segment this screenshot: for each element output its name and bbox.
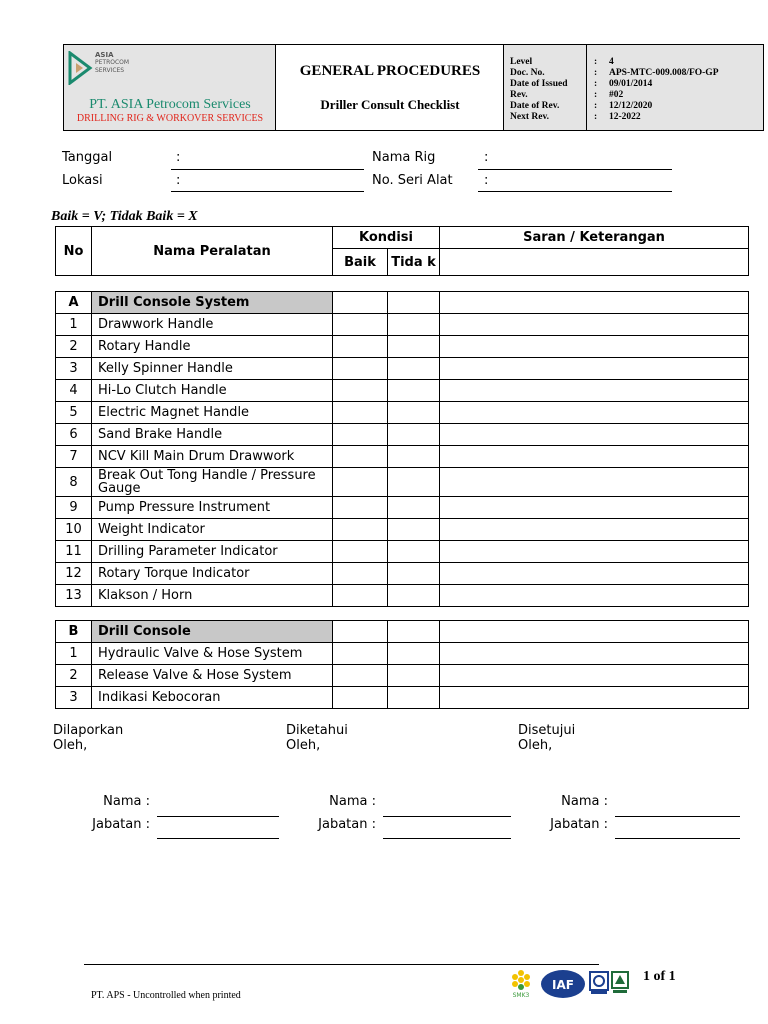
table-row xyxy=(56,336,749,358)
iaf-badge-text: IAF xyxy=(552,978,574,992)
row-no: 5 xyxy=(56,402,92,424)
table-row xyxy=(56,585,749,607)
tidak-cell[interactable] xyxy=(388,358,440,380)
meta-label: Rev. xyxy=(510,90,528,100)
item-name: Drilling Parameter Indicator xyxy=(92,541,333,563)
baik-cell[interactable] xyxy=(333,446,388,468)
section-code: A xyxy=(56,292,92,314)
table-row xyxy=(56,380,749,402)
tidak-cell[interactable] xyxy=(388,468,440,497)
baik-cell[interactable] xyxy=(333,497,388,519)
meta-labels xyxy=(510,57,568,123)
baik-cell[interactable] xyxy=(333,563,388,585)
col-no: No xyxy=(56,227,92,276)
lokasi-field[interactable] xyxy=(171,191,364,192)
smk3-badge-icon xyxy=(509,969,533,999)
legend-text: Baik = V; Tidak Baik = X xyxy=(51,209,198,224)
meta-label: Date of Rev. xyxy=(510,101,560,111)
saran-cell[interactable] xyxy=(440,541,749,563)
row-no: 13 xyxy=(56,585,92,607)
meta-label: Level xyxy=(510,57,533,67)
saran-cell[interactable] xyxy=(440,643,749,665)
table-row xyxy=(56,446,749,468)
row-no: 1 xyxy=(56,314,92,336)
sig2-jabatan-field[interactable] xyxy=(383,838,511,839)
table-row xyxy=(56,424,749,446)
row-no: 2 xyxy=(56,665,92,687)
tidak-cell[interactable] xyxy=(388,621,440,643)
item-name: Klakson / Horn xyxy=(92,585,333,607)
nama-rig-field[interactable] xyxy=(478,169,672,170)
item-name: Pump Pressure Instrument xyxy=(92,497,333,519)
saran-cell[interactable] xyxy=(440,358,749,380)
meta-label: Doc. No. xyxy=(510,68,545,78)
section-title: Drill Console System xyxy=(92,292,333,314)
document-title: Driller Consult Checklist xyxy=(320,97,460,112)
saran-cell[interactable] xyxy=(440,621,749,643)
tidak-cell[interactable] xyxy=(388,336,440,358)
table-row xyxy=(56,468,749,497)
table-row xyxy=(56,687,749,709)
document-header xyxy=(63,44,764,131)
meta-value: #02 xyxy=(609,90,624,100)
row-no: 8 xyxy=(56,468,92,497)
baik-cell[interactable] xyxy=(333,665,388,687)
logo-word-1: ASIA xyxy=(95,51,114,59)
procedure-title: GENERAL PROCEDURES xyxy=(299,63,481,79)
tidak-cell[interactable] xyxy=(388,665,440,687)
meta-labels-cell xyxy=(504,45,587,130)
saran-cell[interactable] xyxy=(440,497,749,519)
item-name: Sand Brake Handle xyxy=(92,424,333,446)
item-name: Electric Magnet Handle xyxy=(92,402,333,424)
company-logo-icon xyxy=(68,51,94,85)
section-b-table xyxy=(55,620,749,709)
baik-cell[interactable] xyxy=(333,380,388,402)
section-header-row xyxy=(56,621,749,643)
company-cell xyxy=(64,45,276,130)
colon: : xyxy=(176,173,181,188)
item-name: Weight Indicator xyxy=(92,519,333,541)
logo-word-3: SERVICES xyxy=(95,67,125,74)
meta-label: Next Rev. xyxy=(510,112,550,122)
nama-rig-label: Nama Rig xyxy=(372,150,436,165)
row-no: 4 xyxy=(56,380,92,402)
item-name: Kelly Spinner Handle xyxy=(92,358,333,380)
sig1-nama-label: Nama : xyxy=(103,794,150,809)
saran-cell[interactable] xyxy=(440,468,749,497)
meta-value: 12/12/2020 xyxy=(609,101,653,111)
baik-cell[interactable] xyxy=(333,519,388,541)
row-no: 10 xyxy=(56,519,92,541)
meta-label: Date of Issued xyxy=(510,79,568,89)
colon: : xyxy=(176,150,181,165)
colon: : xyxy=(594,57,598,67)
baik-cell[interactable] xyxy=(333,424,388,446)
table-row xyxy=(56,541,749,563)
tidak-cell[interactable] xyxy=(388,585,440,607)
tidak-cell[interactable] xyxy=(388,643,440,665)
company-name: PT. ASIA Petrocom Services xyxy=(89,97,251,112)
table-row xyxy=(56,519,749,541)
col-tidak: Tida k xyxy=(388,249,440,276)
footer-divider xyxy=(84,964,599,965)
saran-cell[interactable] xyxy=(440,380,749,402)
section-code: B xyxy=(56,621,92,643)
table-row xyxy=(56,643,749,665)
saran-cell[interactable] xyxy=(440,424,749,446)
baik-cell[interactable] xyxy=(333,292,388,314)
meta-value: APS-MTC-009.008/FO-GP xyxy=(609,68,719,78)
tidak-cell[interactable] xyxy=(388,497,440,519)
baik-cell[interactable] xyxy=(333,541,388,563)
baik-cell[interactable] xyxy=(333,621,388,643)
col-nama: Nama Peralatan xyxy=(92,227,333,276)
iaf-badge-icon xyxy=(540,969,586,999)
table-row xyxy=(56,402,749,424)
saran-cell[interactable] xyxy=(440,687,749,709)
row-no: 7 xyxy=(56,446,92,468)
baik-cell[interactable] xyxy=(333,585,388,607)
page-number: 1 of 1 xyxy=(643,969,676,984)
colon: : xyxy=(484,173,489,188)
logo-wordmark xyxy=(95,51,129,75)
title-cell xyxy=(276,45,504,130)
no-seri-label: No. Seri Alat xyxy=(372,173,453,188)
baik-cell[interactable] xyxy=(333,314,388,336)
saran-cell[interactable] xyxy=(440,402,749,424)
saran-cell[interactable] xyxy=(440,336,749,358)
item-name: Rotary Torque Indicator xyxy=(92,563,333,585)
checklist-header-table xyxy=(55,226,749,276)
meta-value: 09/01/2014 xyxy=(609,79,653,89)
colon: : xyxy=(594,101,598,111)
section-header-row xyxy=(56,292,749,314)
section-a-table xyxy=(55,291,749,607)
item-name: Release Valve & Hose System xyxy=(92,665,333,687)
meta-values xyxy=(609,57,719,123)
table-row xyxy=(56,314,749,336)
tidak-cell[interactable] xyxy=(388,446,440,468)
row-no: 6 xyxy=(56,424,92,446)
tidak-cell[interactable] xyxy=(388,424,440,446)
lokasi-label: Lokasi xyxy=(62,173,103,188)
item-name: NCV Kill Main Drum Drawwork xyxy=(92,446,333,468)
meta-value: 12-2022 xyxy=(609,112,641,122)
col-baik: Baik xyxy=(333,249,388,276)
baik-cell[interactable] xyxy=(333,402,388,424)
tanggal-label: Tanggal xyxy=(62,150,113,165)
tidak-cell[interactable] xyxy=(388,380,440,402)
sig3-nama-field[interactable] xyxy=(615,816,740,817)
meta-colons xyxy=(594,57,597,123)
tanggal-field[interactable] xyxy=(171,169,364,170)
item-name: Hydraulic Valve & Hose System xyxy=(92,643,333,665)
row-no: 11 xyxy=(56,541,92,563)
company-subtitle: DRILLING RIG & WORKOVER SERVICES xyxy=(76,113,264,124)
tidak-cell[interactable] xyxy=(388,687,440,709)
sig1-nama-field[interactable] xyxy=(157,816,279,817)
item-name: Drawwork Handle xyxy=(92,314,333,336)
colon: : xyxy=(594,68,598,78)
baik-cell[interactable] xyxy=(333,336,388,358)
accreditation-badge-icon xyxy=(611,971,629,995)
sig3-nama-label: Nama : xyxy=(561,794,608,809)
table-row xyxy=(56,563,749,585)
sig2-nama-field[interactable] xyxy=(383,816,511,817)
section-title: Drill Console xyxy=(92,621,333,643)
tidak-cell[interactable] xyxy=(388,292,440,314)
table-row xyxy=(56,665,749,687)
saran-cell[interactable] xyxy=(440,665,749,687)
row-no: 3 xyxy=(56,358,92,380)
baik-cell[interactable] xyxy=(333,643,388,665)
row-no: 9 xyxy=(56,497,92,519)
tidak-cell[interactable] xyxy=(388,314,440,336)
sig2-jabatan-label: Jabatan : xyxy=(318,817,376,832)
saran-cell[interactable] xyxy=(440,585,749,607)
row-no: 2 xyxy=(56,336,92,358)
sig3-jabatan-label: Jabatan : xyxy=(550,817,608,832)
table-row xyxy=(56,497,749,519)
colon: : xyxy=(594,90,598,100)
tidak-cell[interactable] xyxy=(388,541,440,563)
item-name: Hi-Lo Clutch Handle xyxy=(92,380,333,402)
no-seri-field[interactable] xyxy=(478,191,672,192)
quality-badge-icon xyxy=(589,971,609,995)
tidak-cell[interactable] xyxy=(388,563,440,585)
col-saran: Saran / Keterangan xyxy=(440,227,749,249)
saran-cell[interactable] xyxy=(440,519,749,541)
reported-by-label: Dilaporkan Oleh, xyxy=(53,723,124,753)
footer-note: PT. APS - Uncontrolled when printed xyxy=(91,990,241,1001)
baik-cell[interactable] xyxy=(333,468,388,497)
item-name: Indikasi Kebocoran xyxy=(92,687,333,709)
colon: : xyxy=(594,112,598,122)
saran-cell[interactable] xyxy=(440,446,749,468)
col-kondisi: Kondisi xyxy=(333,227,440,249)
baik-cell[interactable] xyxy=(333,687,388,709)
sig1-jabatan-label: Jabatan : xyxy=(92,817,150,832)
row-no: 1 xyxy=(56,643,92,665)
saran-cell[interactable] xyxy=(440,292,749,314)
sig1-jabatan-field[interactable] xyxy=(157,838,279,839)
saran-cell[interactable] xyxy=(440,563,749,585)
item-name: Break Out Tong Handle / Pressure Gauge xyxy=(92,468,333,497)
row-no: 3 xyxy=(56,687,92,709)
approved-by-label: Disetujui Oleh, xyxy=(518,723,576,753)
row-no: 12 xyxy=(56,563,92,585)
baik-cell[interactable] xyxy=(333,358,388,380)
logo-word-2: PETROCOM xyxy=(95,59,130,66)
table-row xyxy=(56,358,749,380)
tidak-cell[interactable] xyxy=(388,519,440,541)
meta-value: 4 xyxy=(609,57,614,67)
colon: : xyxy=(594,79,598,89)
tidak-cell[interactable] xyxy=(388,402,440,424)
saran-blank xyxy=(440,249,749,276)
item-name: Rotary Handle xyxy=(92,336,333,358)
colon: : xyxy=(484,150,489,165)
sig3-jabatan-field[interactable] xyxy=(615,838,740,839)
meta-values-cell xyxy=(587,45,763,130)
smk3-badge-text: SMK3 xyxy=(512,992,530,999)
saran-cell[interactable] xyxy=(440,314,749,336)
sig2-nama-label: Nama : xyxy=(329,794,376,809)
known-by-label: Diketahui Oleh, xyxy=(286,723,348,753)
